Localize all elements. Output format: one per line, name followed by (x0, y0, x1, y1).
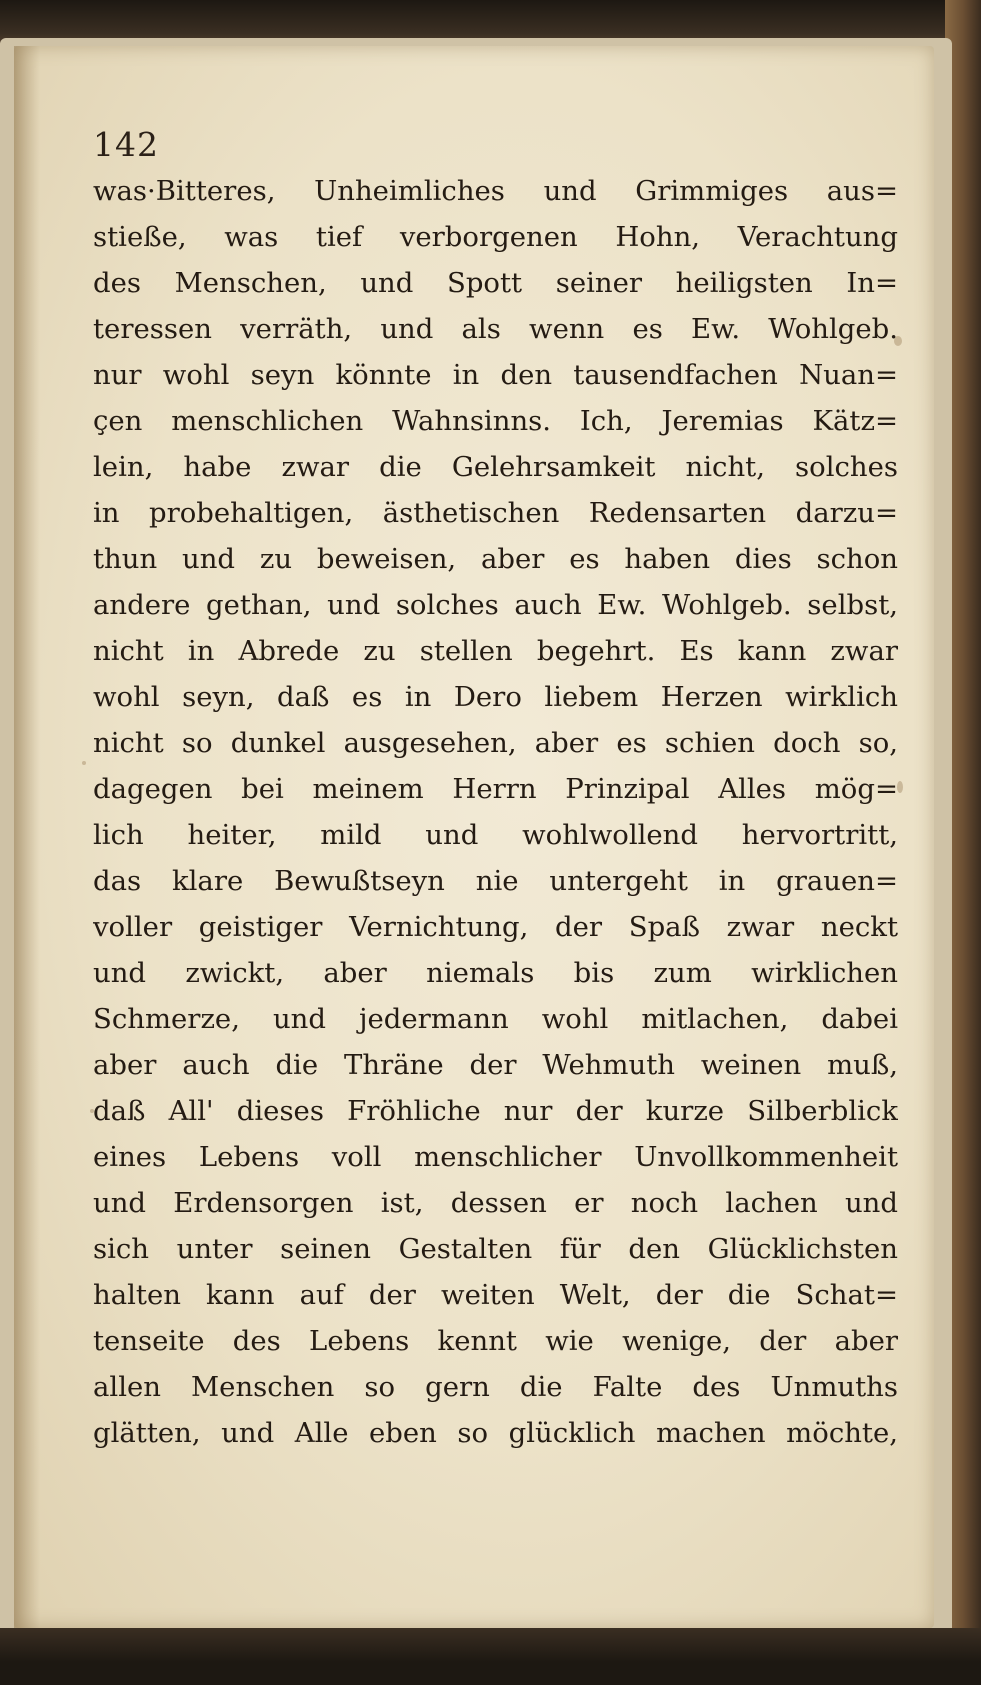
text-line: halten kann auf der weiten Welt, der die Schat= (93, 1279, 898, 1311)
text-line: tenseite des Lebens kennt wie wenige, der aber (93, 1325, 898, 1357)
text-line: des Menschen, und Spott seiner heiligsten In= (93, 267, 898, 299)
text-line: andere gethan, und solches auch Ew. Wohlgeb. selbst, (93, 589, 898, 621)
page-text (93, 168, 898, 1456)
text-line: daß All' dieses Fröhliche nur der kurze Silberblick (93, 1095, 898, 1127)
text-line: teressen verräth, und als wenn es Ew. Wohlgeb. (93, 313, 898, 345)
text-line: und Erdensorgen ist, dessen er noch lachen und (93, 1187, 898, 1219)
text-line: in probehaltigen, ästhetischen Redensarten darzu= (93, 497, 898, 529)
text-line: nur wohl seyn könnte in den tausendfachen Nuan= (93, 359, 898, 391)
text-line: çen menschlichen Wahnsinns. Ich, Jeremias Kätz= (93, 405, 898, 437)
page-number: 142 (93, 125, 159, 164)
text-line: nicht in Abrede zu stellen begehrt. Es kann zwar (93, 635, 898, 667)
page-gutter-shadow (14, 46, 40, 1628)
text-line: glätten, und Alle eben so glücklich machen möchte, (93, 1417, 898, 1449)
text-line: stieße, was tief verborgenen Hohn, Verachtung (93, 221, 898, 253)
paper-stain (82, 761, 86, 765)
text-line: wohl seyn, daß es in Dero liebem Herzen wirklich (93, 681, 898, 713)
text-line: dagegen bei meinem Herrn Prinzipal Alles mög= (93, 773, 898, 805)
text-line: was·Bitteres, Unheimliches und Grimmiges aus= (93, 175, 898, 207)
text-line: sich unter seinen Gestalten für den Glücklichsten (93, 1233, 898, 1265)
text-line: und zwickt, aber niemals bis zum wirklichen (93, 957, 898, 989)
text-line: thun und zu beweisen, aber es haben dies schon (93, 543, 898, 575)
text-line: voller geistiger Vernichtung, der Spaß zwar neckt (93, 911, 898, 943)
text-line: nicht so dunkel ausgesehen, aber es schien doch so, (93, 727, 898, 759)
text-line: eines Lebens voll menschlicher Unvollkommenheit (93, 1141, 898, 1173)
text-line: aber auch die Thräne der Wehmuth weinen muß, (93, 1049, 898, 1081)
text-line: allen Menschen so gern die Falte des Unmuths (93, 1371, 898, 1403)
text-line: lich heiter, mild und wohlwollend hervortritt, (93, 819, 898, 851)
text-line: Schmerze, und jedermann wohl mitlachen, dabei (93, 1003, 898, 1035)
text-line: das klare Bewußtseyn nie untergeht in grauen= (93, 865, 898, 897)
text-line: lein, habe zwar die Gelehrsamkeit nicht, solches (93, 451, 898, 483)
scan-background-bottom (0, 1628, 981, 1685)
